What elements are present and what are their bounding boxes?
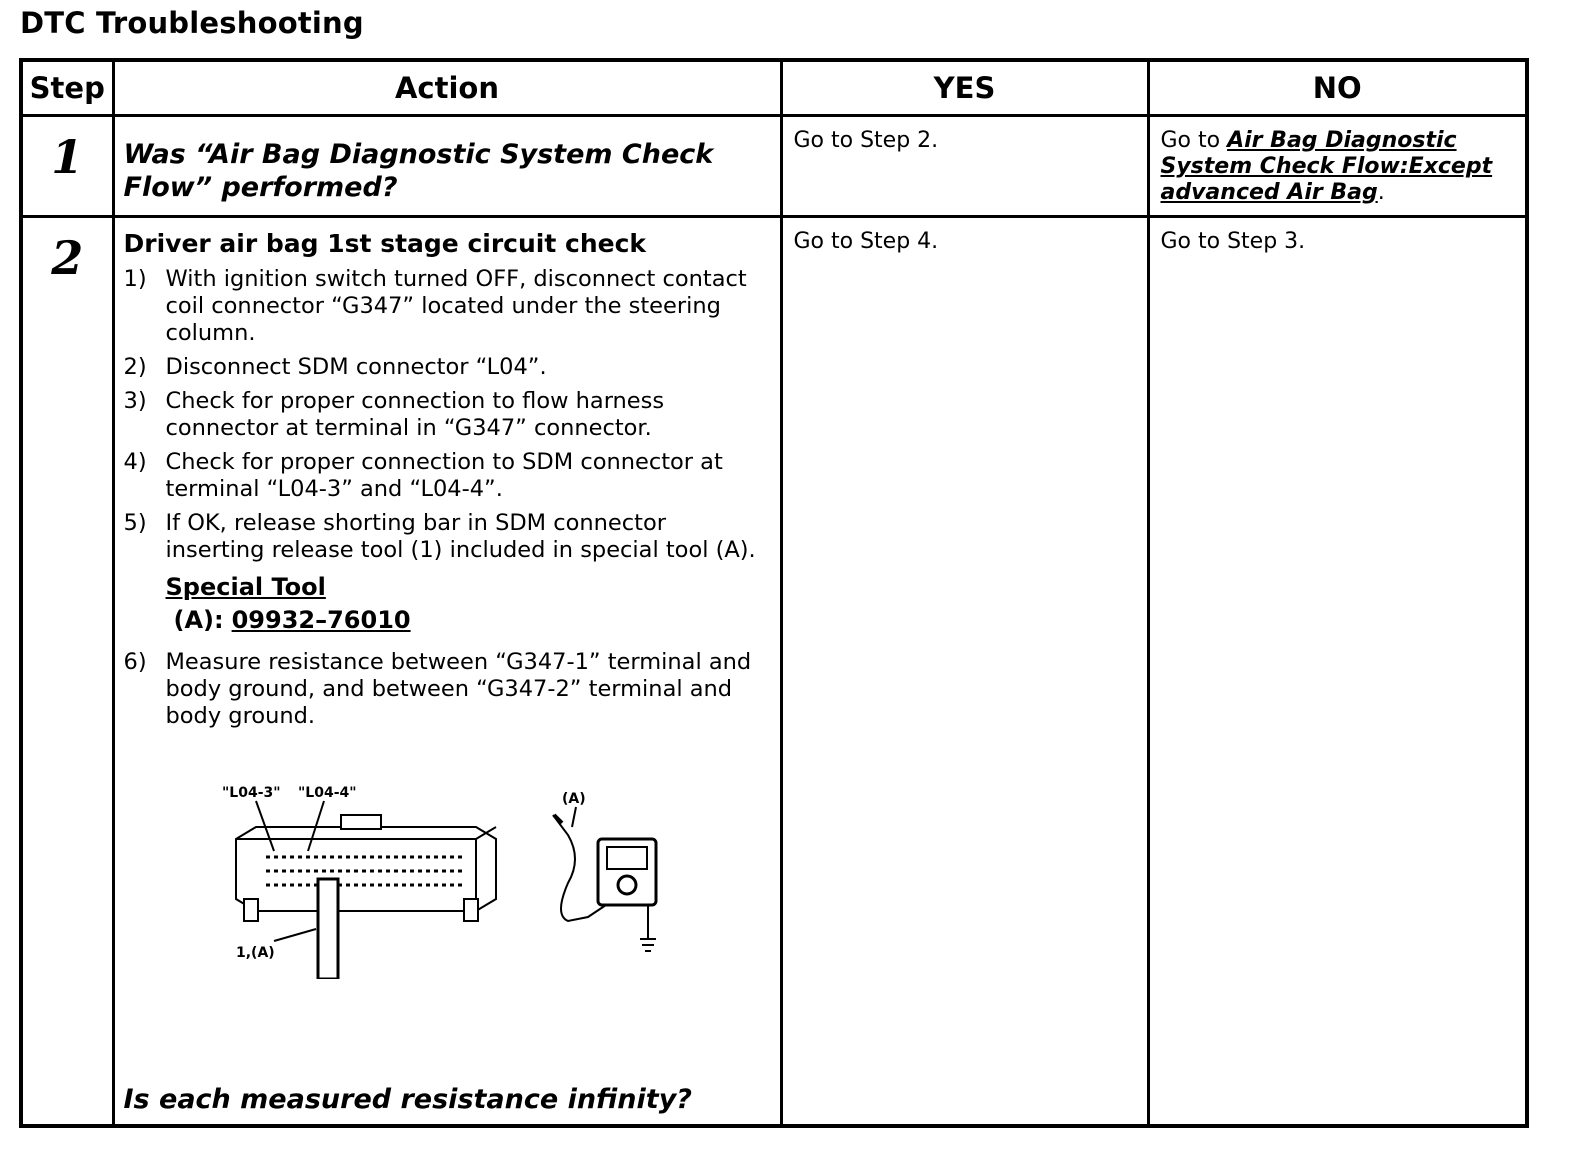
yes-cell	[781, 217, 1148, 1127]
special-tool-code: 09932–76010	[231, 606, 411, 634]
special-tool-label: Special Tool	[165, 573, 326, 601]
action-cell	[113, 217, 781, 1127]
label-l04-3: "L04-3"	[221, 785, 281, 801]
yes-cell	[781, 116, 1148, 217]
page-title: DTC Troubleshooting	[20, 6, 364, 40]
special-tool	[166, 571, 771, 637]
label-meter: (A)	[561, 791, 586, 807]
step-number: 1	[51, 130, 84, 184]
header-step: Step	[21, 60, 113, 116]
no-prefix: Go to	[1160, 128, 1228, 153]
list-item: 6) Measure resistance between “G347-1” terminal and body ground, and between “G347-2” terminal and body ground.	[123, 649, 752, 729]
yes-text: Go to Step 4.	[793, 229, 939, 254]
step-cell	[21, 116, 113, 217]
connector-diagram	[216, 779, 676, 979]
action-cell	[113, 116, 781, 217]
procedure-list	[124, 649, 771, 730]
list-item: 4) Check for proper connection to SDM connector at terminal “L04-3” and “L04-4”.	[123, 449, 723, 502]
action-content	[116, 219, 779, 1123]
list-item: 2) Disconnect SDM connector “L04”.	[123, 354, 547, 380]
step-number: 2	[51, 231, 84, 285]
header-action: Action	[113, 60, 781, 116]
dtc-table	[19, 58, 1529, 1128]
flow-link[interactable]: Air Bag Diagnostic System Check Flow:Except advanced Air Bag	[1160, 128, 1493, 205]
label-l04-4: "L04-4"	[297, 785, 357, 801]
table-row	[21, 116, 1527, 217]
label-release-tool: 1,(A)	[235, 945, 275, 961]
action-title: Driver air bag 1st stage circuit check	[123, 229, 647, 258]
final-question: Is each measured resistance infinity?	[123, 1084, 692, 1115]
special-tool-line: (A): 09932–76010	[173, 606, 411, 634]
header-no: NO	[1148, 60, 1527, 116]
action-question: Was “Air Bag Diagnostic System Check Flow” performed?	[123, 139, 714, 203]
procedure-list	[124, 266, 771, 564]
no-suffix: .	[1377, 180, 1385, 205]
table-row	[21, 217, 1527, 1127]
header-yes: YES	[781, 60, 1148, 116]
no-cell	[1148, 116, 1527, 217]
table-header-row	[21, 60, 1527, 116]
list-item: 3) Check for proper connection to flow harness connector at terminal in “G347” connector.	[123, 388, 665, 441]
list-item: 5) If OK, release shorting bar in SDM connector inserting release tool (1) included in special tool (A).	[123, 510, 756, 563]
no-text: Go to Step 3.	[1160, 229, 1306, 254]
no-text	[1151, 118, 1525, 206]
list-item: 1) With ignition switch turned OFF, disconnect contact coil connector “G347” located under the steering column.	[123, 266, 747, 346]
yes-text: Go to Step 2.	[793, 128, 939, 153]
step-cell	[21, 217, 113, 1127]
no-cell	[1148, 217, 1527, 1127]
